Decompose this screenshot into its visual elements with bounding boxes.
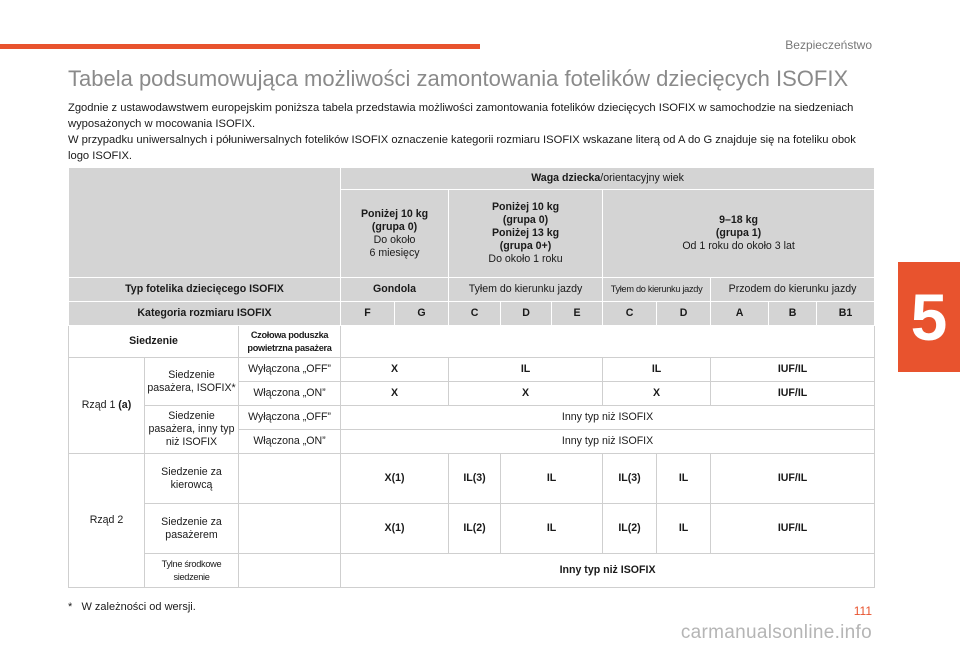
size-cell: E [552, 302, 603, 326]
table-cell: IL [657, 504, 711, 554]
table-cell: IL [501, 454, 603, 504]
airbag-off: Wyłączona „OFF” [239, 358, 341, 382]
table-corner-cell [69, 168, 341, 278]
size-label: Kategoria rozmiaru ISOFIX [69, 302, 341, 326]
size-cell: D [501, 302, 552, 326]
watermark: carmanualsonline.info [680, 622, 872, 643]
group-1-header: 9–18 kg (grupa 1) Od 1 roku do około 3 lat [603, 190, 875, 278]
table-cell: IL [501, 504, 603, 554]
isofix-table-wrapper [68, 167, 874, 588]
type-cell: Gondola [341, 278, 449, 302]
table-cell: Inny typ niż ISOFIX [341, 406, 875, 430]
group-0plus-header: Poniżej 10 kg (grupa 0) Poniżej 13 kg (grupa 0+) Do około 1 roku [449, 190, 603, 278]
table-cell: IL(2) [449, 504, 501, 554]
row-2-seat-driver: Siedzenie za kierowcą [145, 454, 239, 504]
table-cell: IUF/IL [711, 358, 875, 382]
type-cell: Przodem do kierunku jazdy [711, 278, 875, 302]
type-cell: Tyłem do kierunku jazdy [449, 278, 603, 302]
size-cell: C [449, 302, 501, 326]
table-cell: IUF/IL [711, 382, 875, 406]
top-accent-bar [0, 44, 480, 49]
table-cell: IL(3) [449, 454, 501, 504]
table-cell: Inny typ niż ISOFIX [341, 554, 875, 588]
table-cell: IUF/IL [711, 454, 875, 504]
row-1-seat-isofix: Siedzenie pasażera, ISOFIX* [145, 358, 239, 406]
row-1-seat-other: Siedzenie pasażera, inny typ niż ISOFIX [145, 406, 239, 454]
row-2-label: Rząd 2 [69, 454, 145, 588]
size-cell: C [603, 302, 657, 326]
empty-cell [239, 554, 341, 588]
page-number: 111 [853, 604, 872, 618]
chapter-tab: 5 [898, 262, 960, 372]
weight-header: Waga dziecka/orientacyjny wiek [341, 168, 875, 190]
empty-cell [239, 454, 341, 504]
page-title: Tabela podsumowująca możliwości zamontowania fotelików dziecięcych ISOFIX [68, 66, 849, 91]
size-cell: A [711, 302, 769, 326]
table-cell: X [341, 382, 449, 406]
table-cell: IL [449, 358, 603, 382]
empty-cell [239, 504, 341, 554]
type-cell: Tyłem do kierunku jazdy [603, 278, 711, 302]
size-cell: F [341, 302, 395, 326]
table-cell: X(1) [341, 454, 449, 504]
intro-paragraph-1: Zgodnie z ustawodawstwem europejskim poniższa tabela przedstawia możliwości zamontowania fotelików dziecięcych ISOFIX w samochodzie na siedzeniach wyposażonych w mocowania ISOFIX. [68, 102, 854, 130]
size-cell: B [769, 302, 817, 326]
size-cell: D [657, 302, 711, 326]
seat-label: Siedzenie [69, 326, 239, 358]
table-cell: IL(3) [603, 454, 657, 504]
table-cell: IL [657, 454, 711, 504]
row-1-label: Rząd 1 (a) [69, 358, 145, 454]
airbag-off: Wyłączona „OFF” [239, 406, 341, 430]
airbag-label: Czołowa poduszka powietrzna pasażera [239, 326, 341, 358]
isofix-table [68, 167, 875, 588]
size-cell: G [395, 302, 449, 326]
intro-text [68, 100, 868, 164]
table-cell: Inny typ niż ISOFIX [341, 430, 875, 454]
airbag-on: Włączona „ON” [239, 382, 341, 406]
table-cell: IL [603, 358, 711, 382]
empty-cell [341, 326, 875, 358]
airbag-on: Włączona „ON” [239, 430, 341, 454]
section-title: Bezpieczeństwo [785, 38, 872, 52]
intro-paragraph-2: W przypadku uniwersalnych i półuniwersalnych fotelików ISOFIX oznaczenie kategorii rozmiaru ISOFIX wskazane literą od A do G znajduje się na foteliku obok logo ISOFIX. [68, 134, 856, 162]
table-cell: IL(2) [603, 504, 657, 554]
type-label: Typ fotelika dziecięcego ISOFIX [69, 278, 341, 302]
table-cell: X [449, 382, 603, 406]
row-2-seat-passenger: Siedzenie za pasażerem [145, 504, 239, 554]
table-cell: X [603, 382, 711, 406]
footnote: * W zależności od wersji. [68, 601, 196, 613]
group-0-header: Poniżej 10 kg (grupa 0) Do około 6 miesięcy [341, 190, 449, 278]
table-cell: X(1) [341, 504, 449, 554]
table-cell: IUF/IL [711, 504, 875, 554]
size-cell: B1 [817, 302, 875, 326]
row-2-seat-center: Tylne środkowe siedzenie [145, 554, 239, 588]
table-cell: X [341, 358, 449, 382]
